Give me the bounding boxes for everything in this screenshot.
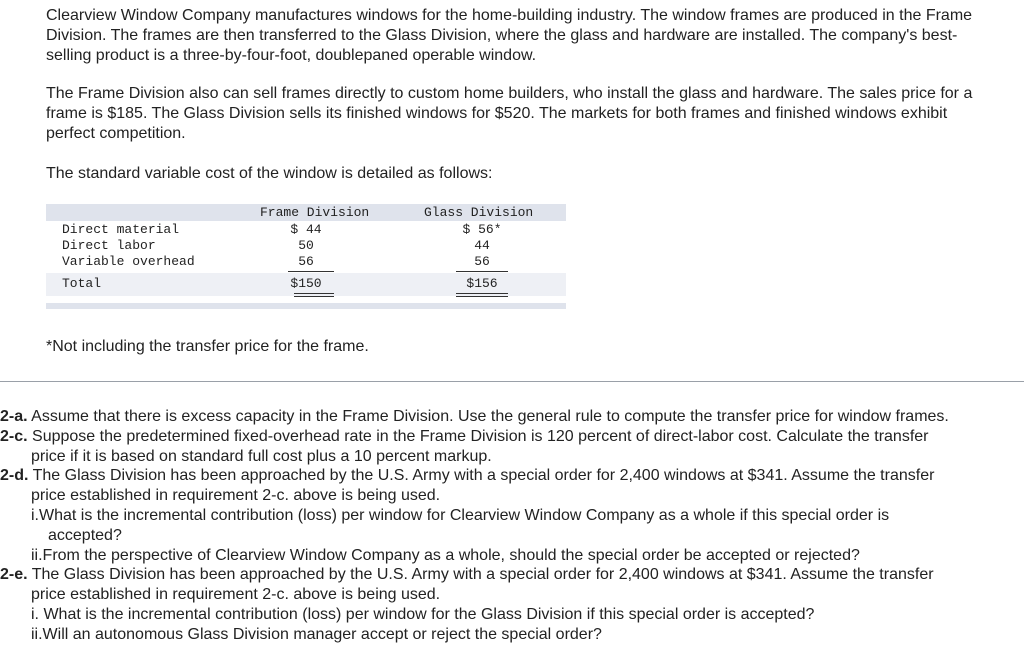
requirement-2a-tag: 2-a. xyxy=(0,408,28,425)
header-frame-division: Frame Division xyxy=(260,205,370,220)
requirement-2e-text-cont: price established in requirement 2-c. above is being used. xyxy=(31,586,441,604)
requirement-2d-text-cont: price established in requirement 2-c. above is being used. xyxy=(31,487,441,505)
requirement-2d-tag: 2-d. xyxy=(0,467,29,485)
requirement-2d-i: i.What is the incremental contribution (loss) per window for Clearview Window Company as a whole if this special order is xyxy=(31,506,890,524)
row-label-direct-labor: Direct labor xyxy=(62,238,156,253)
frame-total: $150 xyxy=(290,276,322,291)
glass-subtotal-underline xyxy=(456,271,508,272)
requirement-2e-i: i. What is the incremental contribution (loss) per window for the Glass Division if this special order is accepted? xyxy=(31,605,815,623)
table-footnote: *Not including the transfer price for the frame. xyxy=(46,338,369,355)
glass-total-double-underline xyxy=(456,296,508,297)
intro-paragraph-2: The Frame Division also can sell frames directly to custom home builders, who install the glass and hardware. The sales price for a frame is $185. The Glass Division sells its finished windows for $520. The markets for both frames and finished windows exhibit perfect competition. xyxy=(46,85,973,142)
requirement-2a xyxy=(0,407,1024,427)
requirement-2e-text: The Glass Division has been approached by the U.S. Army with a special order for 2,400 windows at $341. Assume the transfer xyxy=(27,566,934,584)
requirement-2a-text: Assume that there is excess capacity in the Frame Division. Use the general rule to compute the transfer price for window frames. xyxy=(27,408,949,425)
requirement-2e-ii: ii.Will an autonomous Glass Division manager accept or reject the special order? xyxy=(31,625,602,643)
requirement-2e-tag: 2-e. xyxy=(0,566,28,584)
requirement-2c-text-cont: price if it is based on standard full cost plus a 10 percent markup. xyxy=(31,447,492,465)
table-bottom-band xyxy=(46,303,566,309)
intro-paragraph-3: The standard variable cost of the window is detailed as follows: xyxy=(46,165,493,182)
row-label-direct-material: Direct material xyxy=(62,222,180,237)
frame-total-double-underline xyxy=(294,296,334,297)
requirement-2c xyxy=(0,427,1024,447)
row-label-variable-overhead: Variable overhead xyxy=(62,254,195,269)
frame-total-underline xyxy=(294,293,334,294)
requirement-2d-ii: ii.From the perspective of Clearview Window Company as a whole, should the special order be accepted or rejected? xyxy=(31,546,860,564)
variable-cost-table xyxy=(46,204,566,310)
glass-direct-material: $ 56* xyxy=(462,222,502,237)
frame-direct-material: $ 44 xyxy=(290,222,322,237)
frame-variable-overhead: 56 xyxy=(298,254,314,269)
requirement-2d-i-cont: accepted? xyxy=(48,526,122,544)
frame-subtotal-underline xyxy=(288,271,334,272)
glass-total: $156 xyxy=(466,276,498,291)
header-glass-division: Glass Division xyxy=(424,205,534,220)
requirement-2d xyxy=(0,466,1024,486)
requirement-2c-text: Suppose the predetermined fixed-overhead rate in the Frame Division is 120 percent of direct-labor cost. Calculate the transfer xyxy=(27,427,929,445)
requirements-list xyxy=(0,407,1024,645)
section-divider xyxy=(0,381,1024,382)
requirement-2d-text: The Glass Division has been approached by the U.S. Army with a special order for 2,400 windows at $341. Assume the transfer xyxy=(28,467,935,485)
glass-total-underline xyxy=(456,293,508,294)
glass-direct-labor: 44 xyxy=(474,238,490,253)
glass-variable-overhead: 56 xyxy=(474,254,490,269)
requirement-2e xyxy=(0,565,1024,585)
row-label-total: Total xyxy=(62,276,102,291)
intro-paragraph-1: Clearview Window Company manufactures windows for the home-building industry. The window frames are produced in the Frame Division. The frames are then transferred to the Glass Division, where the glass and hardware are installed. The company's best-selling product is a three-by-four-foot, doublepaned operable window. xyxy=(46,7,973,64)
frame-direct-labor: 50 xyxy=(298,238,314,253)
requirement-2c-tag: 2-c. xyxy=(0,427,28,445)
